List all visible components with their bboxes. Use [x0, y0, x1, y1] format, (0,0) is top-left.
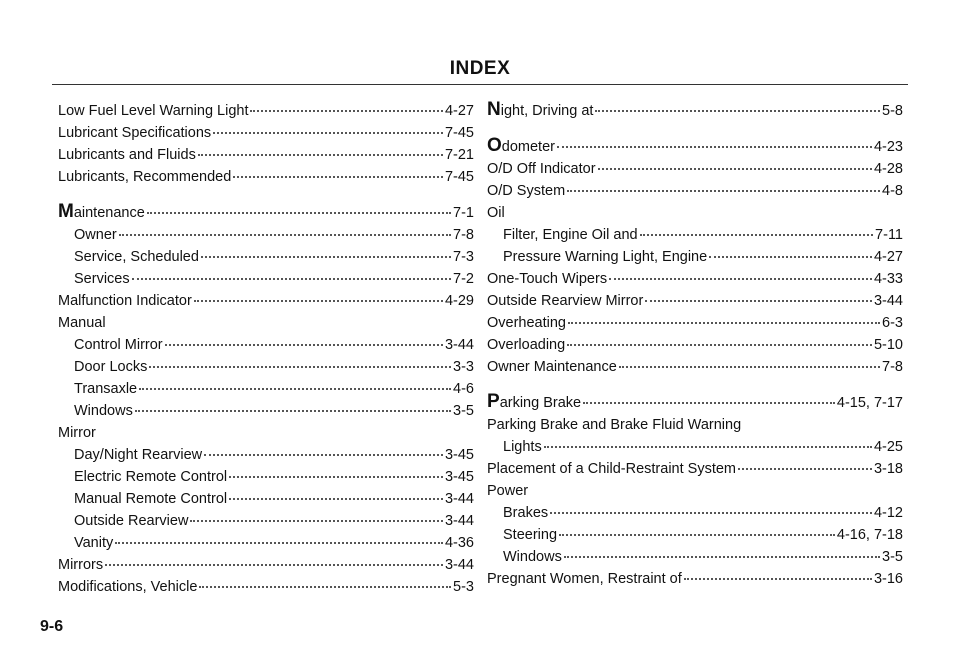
index-page-ref: 4-36	[444, 535, 474, 551]
index-page-ref: 4-25	[873, 439, 903, 455]
page-title: INDEX	[449, 58, 511, 79]
index-term-initial: O	[487, 135, 502, 156]
index-entry	[58, 488, 474, 510]
index-term	[74, 224, 117, 246]
index-entry	[487, 202, 903, 224]
dot-leader	[229, 476, 443, 478]
index-term-text: Filter, Engine Oil and	[503, 227, 638, 243]
index-entry	[58, 576, 474, 598]
dot-leader	[559, 534, 835, 536]
index-term	[58, 312, 106, 334]
dot-leader	[149, 366, 451, 368]
dot-leader	[199, 586, 451, 588]
index-term-text: Parking Brake and Brake Fluid Warning	[487, 417, 742, 433]
dot-leader	[194, 300, 443, 302]
index-term-text: Pressure Warning Light, Engine	[503, 249, 708, 265]
dot-leader	[568, 322, 880, 324]
index-term-text: Vanity	[74, 535, 114, 551]
index-page-ref: 3-5	[882, 549, 903, 565]
index-term-text: Day/Night Rearview	[74, 447, 203, 463]
index-term	[74, 356, 147, 378]
dot-leader	[139, 388, 451, 390]
index-term	[58, 202, 145, 224]
index-term	[58, 144, 196, 166]
index-term	[74, 532, 113, 554]
dot-leader	[567, 190, 880, 192]
index-entry	[487, 458, 903, 480]
dot-leader	[645, 300, 872, 302]
index-page-ref: 3-44	[444, 557, 474, 573]
dot-leader	[165, 344, 443, 346]
dot-leader	[709, 256, 872, 258]
index-entry	[487, 290, 903, 312]
index-term-text: Door Locks	[74, 359, 148, 375]
dot-leader	[557, 146, 872, 148]
index-term-text: Steering	[503, 527, 558, 543]
dot-leader	[684, 578, 872, 580]
index-term-text: Mirrors	[58, 557, 104, 573]
index-page-ref: 4-8	[882, 183, 903, 199]
index-term-text: Modifications, Vehicle	[58, 579, 198, 595]
index-page-ref: 7-45	[444, 169, 474, 185]
index-term-text: O/D Off Indicator	[487, 161, 596, 177]
index-term	[58, 576, 197, 598]
index-page-ref: 3-44	[444, 513, 474, 529]
dot-leader	[567, 344, 872, 346]
index-entry	[487, 268, 903, 290]
index-entry	[487, 158, 903, 180]
index-term-text: Placement of a Child-Restraint System	[487, 461, 737, 477]
dot-leader	[564, 556, 880, 558]
index-page-ref: 7-21	[444, 147, 474, 163]
index-page-ref: 5-8	[882, 103, 903, 119]
dot-leader	[550, 512, 872, 514]
index-page-ref: 3-44	[444, 491, 474, 507]
index-term-text: Lubricants and Fluids	[58, 147, 196, 163]
dot-leader	[738, 468, 872, 470]
index-term-text: Owner	[74, 227, 117, 243]
index-term-text: Manual Remote Control	[74, 491, 228, 507]
index-entry	[58, 356, 474, 378]
index-term-text: Windows	[503, 549, 562, 565]
index-term	[58, 290, 192, 312]
index-term	[487, 290, 643, 312]
index-entry	[58, 400, 474, 422]
index-term	[487, 458, 736, 480]
dot-leader	[204, 454, 443, 456]
index-page-ref: 3-44	[873, 293, 903, 309]
index-term	[503, 224, 638, 246]
dot-leader	[147, 212, 451, 214]
index-term-text: One-Touch Wipers	[487, 271, 608, 287]
index-page-ref: 4-6	[453, 381, 474, 397]
index-term	[503, 502, 548, 524]
index-entry	[487, 100, 903, 122]
index-term-text: O/D System	[487, 183, 566, 199]
index-entry	[487, 502, 903, 524]
index-term	[487, 356, 617, 378]
index-page-ref: 4-23	[873, 139, 903, 155]
index-page-ref: 7-1	[453, 205, 474, 221]
index-term-text: Overloading	[487, 337, 566, 353]
index-page-ref: 7-45	[444, 125, 474, 141]
index-term-text: Brakes	[503, 505, 549, 521]
index-term	[487, 568, 682, 590]
index-entry	[487, 334, 903, 356]
dot-leader	[213, 132, 443, 134]
index-term	[58, 100, 248, 122]
index-term-text: Control Mirror	[74, 337, 163, 353]
index-term	[503, 524, 557, 546]
index-term-text: aintenance	[73, 205, 145, 221]
dot-leader	[229, 498, 443, 500]
index-term	[487, 480, 528, 502]
dot-leader	[595, 110, 880, 112]
index-term-text: Manual	[58, 315, 106, 331]
index-term-text: dometer	[501, 139, 555, 155]
index-term	[503, 246, 707, 268]
index-term	[503, 546, 562, 568]
dot-leader	[583, 402, 835, 404]
index-page-ref: 3-44	[444, 337, 474, 353]
dot-leader	[201, 256, 451, 258]
index-entry	[58, 122, 474, 144]
index-page-ref: 4-29	[444, 293, 474, 309]
index-page-ref: 3-16	[873, 571, 903, 587]
index-entry	[58, 554, 474, 576]
dot-leader	[119, 234, 451, 236]
index-term	[487, 136, 555, 158]
index-term	[74, 334, 163, 356]
dot-leader	[198, 154, 443, 156]
index-term	[58, 122, 211, 144]
dot-leader	[598, 168, 872, 170]
index-entry	[58, 422, 474, 444]
index-page-ref: 4-15, 7-17	[836, 395, 903, 411]
index-term	[487, 202, 505, 224]
index-page-ref: 6-3	[882, 315, 903, 331]
index-entry	[487, 136, 903, 158]
index-entry	[58, 334, 474, 356]
dot-leader	[115, 542, 443, 544]
index-term-text: Mirror	[58, 425, 96, 441]
index-entry	[487, 524, 903, 546]
index-page-ref: 7-8	[882, 359, 903, 375]
index-term-text: Transaxle	[74, 381, 138, 397]
index-entry	[58, 224, 474, 246]
index-page-ref: 7-3	[453, 249, 474, 265]
index-term-text: ight, Driving at	[500, 103, 594, 119]
index-term-text: Oil	[487, 205, 505, 221]
index-term-text: Overheating	[487, 315, 566, 331]
index-term-text: Lubricants, Recommended	[58, 169, 232, 185]
index-page-ref: 3-3	[453, 359, 474, 375]
index-term-text: Electric Remote Control	[74, 469, 228, 485]
index-term	[487, 392, 581, 414]
index-entry	[58, 100, 474, 122]
index-page-ref: 4-28	[873, 161, 903, 177]
index-term-text: Outside Rearview	[74, 513, 189, 529]
index-term-text: Low Fuel Level Warning Light	[58, 103, 249, 119]
index-term-text: Lights	[503, 439, 542, 455]
index-page-ref: 3-18	[873, 461, 903, 477]
index-entry	[487, 546, 903, 568]
index-entry	[487, 568, 903, 590]
index-entry	[487, 246, 903, 268]
index-entry	[487, 436, 903, 458]
dot-leader	[609, 278, 872, 280]
index-page-ref: 5-3	[453, 579, 474, 595]
index-entry	[58, 202, 474, 224]
index-entry	[487, 414, 903, 436]
index-term	[58, 422, 96, 444]
dot-leader	[544, 446, 872, 448]
index-term-initial: N	[487, 99, 501, 120]
index-page-ref: 7-2	[453, 271, 474, 287]
index-entry	[58, 166, 474, 188]
dot-leader	[105, 564, 443, 566]
index-entry	[58, 510, 474, 532]
index-term	[74, 400, 133, 422]
index-term	[487, 100, 593, 122]
index-term-text: Malfunction Indicator	[58, 293, 192, 309]
index-page-ref: 4-27	[873, 249, 903, 265]
index-term-text: arking Brake	[499, 395, 582, 411]
index-page-ref: 5-10	[873, 337, 903, 353]
index-term	[74, 466, 227, 488]
index-entry	[58, 246, 474, 268]
dot-leader	[190, 520, 443, 522]
index-page-ref: 4-16, 7-18	[836, 527, 903, 543]
index-term	[487, 180, 565, 202]
dot-leader	[233, 176, 443, 178]
index-entry	[58, 444, 474, 466]
index-page-ref: 7-8	[453, 227, 474, 243]
dot-leader	[135, 410, 451, 412]
index-entry	[487, 312, 903, 334]
index-term	[74, 268, 130, 290]
index-term	[487, 268, 607, 290]
index-entry	[58, 466, 474, 488]
index-entry	[487, 392, 903, 414]
index-page-ref: 3-45	[444, 469, 474, 485]
index-page-ref: 4-12	[873, 505, 903, 521]
index-term	[487, 414, 741, 436]
index-term	[58, 554, 103, 576]
index-term-text: Services	[74, 271, 130, 287]
index-term-text: Outside Rearview Mirror	[487, 293, 644, 309]
index-term	[74, 444, 202, 466]
index-entry	[487, 224, 903, 246]
index-term-text: Service, Scheduled	[74, 249, 199, 265]
index-entry	[58, 532, 474, 554]
index-term-text: Lubricant Specifications	[58, 125, 212, 141]
index-page-ref: 3-45	[444, 447, 474, 463]
index-page-ref: 4-27	[444, 103, 474, 119]
index-entry	[58, 312, 474, 334]
index-term	[487, 158, 596, 180]
index-term-text: Windows	[74, 403, 133, 419]
page-number: 9-6	[40, 618, 64, 635]
index-term-text: Power	[487, 483, 529, 499]
index-term-initial: P	[487, 391, 500, 412]
index-term	[487, 334, 565, 356]
index-term	[74, 488, 227, 510]
dot-leader	[132, 278, 451, 280]
index-entry	[58, 378, 474, 400]
index-term-initial: M	[58, 201, 74, 222]
dot-leader	[619, 366, 880, 368]
index-column-left	[58, 100, 474, 598]
index-entry	[487, 356, 903, 378]
title-divider	[52, 84, 908, 85]
index-term	[487, 312, 566, 334]
index-entry	[58, 144, 474, 166]
index-term	[58, 166, 231, 188]
index-term-text: Owner Maintenance	[487, 359, 617, 375]
index-term	[74, 246, 199, 268]
index-term	[74, 378, 137, 400]
index-entry	[58, 268, 474, 290]
dot-leader	[640, 234, 873, 236]
index-entry	[487, 180, 903, 202]
index-term	[74, 510, 188, 532]
index-entry	[58, 290, 474, 312]
index-page-ref: 4-33	[873, 271, 903, 287]
index-page-ref: 7-11	[875, 227, 903, 243]
index-term	[503, 436, 542, 458]
index-column-right	[487, 100, 903, 590]
index-entry	[487, 480, 903, 502]
dot-leader	[250, 110, 442, 112]
index-term-text: Pregnant Women, Restraint of	[487, 571, 682, 587]
index-page-ref: 3-5	[453, 403, 474, 419]
